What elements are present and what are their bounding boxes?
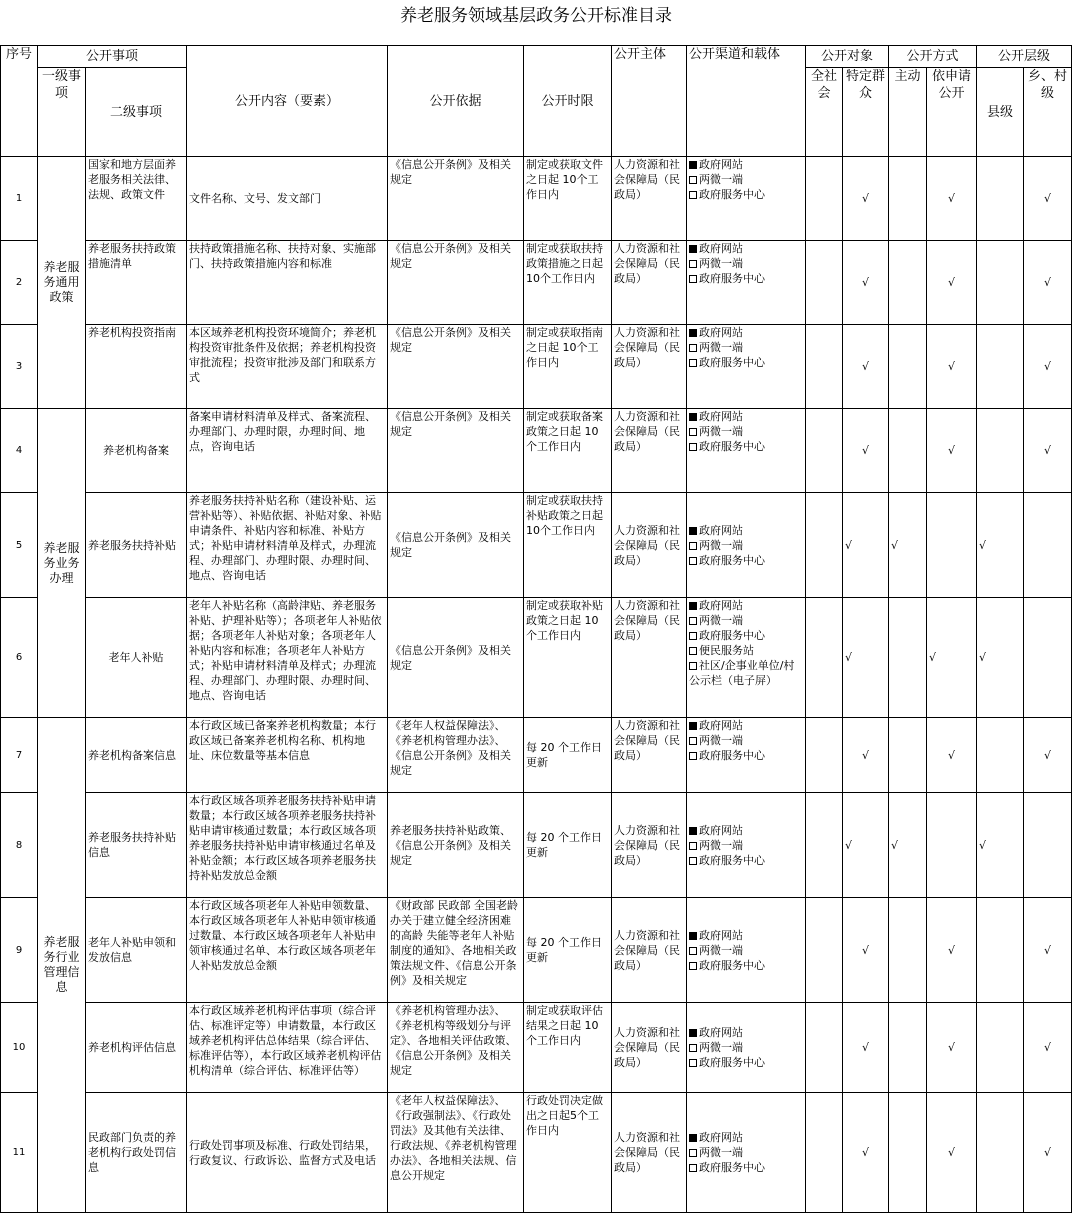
channel-label: 政府网站 [699,928,744,942]
row-subject: 人力资源和社会保障局（民政局） [612,409,687,493]
row-basis: 《信息公开条例》及相关规定 [388,493,524,598]
check-mark-icon: √ [927,718,977,793]
row-time: 行政处罚决定做出之日起5个工作日内 [524,1093,612,1213]
channel-item-center [689,628,803,643]
unchecked-box-icon [689,557,697,565]
unchecked-box-icon [689,962,697,970]
check-cell [889,898,927,1003]
check-cell [889,157,927,241]
channel-item-wechat [689,943,803,958]
checked-box-icon [689,329,697,337]
check-cell [1024,493,1072,598]
check-cell [806,793,843,898]
channel-label: 社区/企事业单位/村公示栏（电子屏） [689,659,795,687]
channel-item-web [689,1130,803,1145]
check-cell [889,1003,927,1093]
channel-item-wechat [689,1145,803,1160]
row-item: 养老服务扶持补贴信息 [86,793,187,898]
check-mark-icon: √ [977,793,1024,898]
checked-box-icon [689,161,697,169]
channel-label: 两微一端 [699,538,744,552]
row-subject: 人力资源和社会保障局（民政局） [612,598,687,718]
channel-item-wechat [689,172,803,187]
checked-box-icon [689,827,697,835]
check-mark-icon: √ [843,325,889,409]
channel-label: 政府服务中心 [699,188,766,201]
row-item: 养老机构评估信息 [86,1003,187,1093]
check-cell [806,325,843,409]
unchecked-box-icon [689,752,697,760]
row-channel [687,493,806,598]
row-basis: 《信息公开条例》及相关规定 [388,598,524,718]
row-seq: 1 [1,157,38,241]
channel-label: 政府服务中心 [699,1056,766,1069]
header-level2: 二级事项 [86,68,187,157]
row-content: 本行政区域各项养老服务扶持补贴申请数量；本行政区域各项养老服务扶持补贴申请审核通过数量；本行政区域各项养老服务扶持补贴申请审核通过名单及补贴金额；本行政区域各项养老服务扶持补贴发放总金额 [187,793,388,898]
check-mark-icon: √ [1024,1093,1072,1213]
check-cell [927,493,977,598]
check-cell [806,157,843,241]
row-content: 本行政区域养老机构评估事项（综合评估、标准评定等）申请数量，本行政区域养老机构评估总体结果（综合评估、标准评估等），本行政区域养老机构评估机构清单（综合评估、标准评估等） [187,1003,388,1093]
unchecked-box-icon [689,176,697,184]
check-cell [977,718,1024,793]
row-item: 养老机构备案 [86,409,187,493]
header-target-group: 特定群众 [843,68,889,157]
unchecked-box-icon [689,191,697,199]
row-channel [687,157,806,241]
header-level-county: 县级 [977,68,1024,157]
row-seq: 11 [1,1093,38,1213]
unchecked-box-icon [689,857,697,865]
unchecked-box-icon [689,359,697,367]
channel-label: 政府服务中心 [699,440,766,453]
unchecked-box-icon [689,632,697,640]
header-mode: 公开方式 [889,46,977,68]
channel-item-center [689,748,803,763]
row-item: 养老机构投资指南 [86,325,187,409]
check-cell [889,241,927,325]
row-time: 制定或获取扶持补贴政策之日起 10个工作日内 [524,493,612,598]
row-channel [687,325,806,409]
header-channel: 公开渠道和载体 [687,46,806,157]
check-mark-icon: √ [843,157,889,241]
check-cell [806,598,843,718]
row-subject: 人力资源和社会保障局（民政局） [612,493,687,598]
row-basis: 《老年人权益保障法》、《养老机构管理办法》、《信息公开条例》及相关规定 [388,718,524,793]
row-time: 制定或获取文件之日起 10个工作日内 [524,157,612,241]
check-mark-icon: √ [843,793,889,898]
check-cell [977,241,1024,325]
row-item: 民政部门负责的养老机构行政处罚信息 [86,1093,187,1213]
channel-item-web [689,598,803,613]
row-channel [687,1003,806,1093]
channel-label: 政府服务中心 [699,553,766,567]
row-subject: 人力资源和社会保障局（民政局） [612,157,687,241]
channel-item-center [689,553,803,568]
check-mark-icon: √ [843,1003,889,1093]
check-mark-icon: √ [977,493,1024,598]
row-time: 每 20 个工作日更新 [524,793,612,898]
unchecked-box-icon [689,275,697,283]
check-mark-icon: √ [889,793,927,898]
channel-item-web [689,325,803,340]
checked-box-icon [689,932,697,940]
channel-item-center [689,1160,803,1175]
check-mark-icon: √ [1024,241,1072,325]
check-cell [806,409,843,493]
channel-label: 两微一端 [699,734,744,747]
checked-box-icon [689,527,697,535]
check-mark-icon: √ [977,598,1024,718]
row-item: 老年人补贴申领和发放信息 [86,898,187,1003]
row-seq: 10 [1,1003,38,1093]
row-subject: 人力资源和社会保障局（民政局） [612,1093,687,1213]
unchecked-box-icon [689,1164,697,1172]
channel-item-web [689,1025,803,1040]
channel-label: 两微一端 [699,341,744,354]
check-mark-icon: √ [927,1003,977,1093]
group-label: 养老服务行业管理信息 [38,718,86,1213]
check-mark-icon: √ [843,598,889,718]
row-time: 制定或获取指南之日起 10个工作日内 [524,325,612,409]
channel-label: 政府网站 [699,326,744,339]
row-basis: 《财政部 民政部 全国老龄办关于建立健全经济困难的高龄 失能等老年人补贴制度的通知》、各地相关政策法规文件、《信息公开条例》及相关规定 [388,898,524,1003]
check-mark-icon: √ [927,1093,977,1213]
channel-label: 政府网站 [699,242,744,255]
channel-item-center [689,439,803,454]
channel-label: 政府服务中心 [699,1161,766,1174]
channel-label: 政府网站 [699,1131,744,1144]
checked-box-icon [689,413,697,421]
check-mark-icon: √ [843,898,889,1003]
row-channel [687,241,806,325]
row-channel [687,409,806,493]
channel-item-center [689,1055,803,1070]
row-content: 行政处罚事项及标准、行政处罚结果，行政复议、行政诉讼、监督方式及电话 [187,1093,388,1213]
check-mark-icon: √ [843,1093,889,1213]
table-row [1,493,1072,598]
channel-label: 便民服务站 [699,644,755,657]
table-row [1,793,1072,898]
row-seq: 6 [1,598,38,718]
check-mark-icon: √ [1024,409,1072,493]
header-level-town: 乡、村级 [1024,68,1072,157]
row-time: 制定或获取评估结果之日起 10 个工作日内 [524,1003,612,1093]
unchecked-box-icon [689,617,697,625]
row-content: 本行政区域各项老年人补贴申领数量、本行政区域各项老年人补贴申领审核通过数量、本行政区域各项老年人补贴申领审核通过名单、本行政区域各项老年人补贴发放总金额 [187,898,388,1003]
header-content: 公开内容（要素） [187,46,388,157]
unchecked-box-icon [689,344,697,352]
check-cell [806,1093,843,1213]
channel-label: 两微一端 [699,838,744,852]
channel-item-wechat [689,838,803,853]
channel-item-wechat [689,424,803,439]
check-mark-icon: √ [927,325,977,409]
channel-label: 两微一端 [699,614,744,627]
row-time: 制定或获取扶持政策措施之日起 10个工作日内 [524,241,612,325]
row-seq: 3 [1,325,38,409]
row-basis: 《信息公开条例》及相关规定 [388,241,524,325]
checked-box-icon [689,1134,697,1142]
check-cell [1024,598,1072,718]
channel-label: 两微一端 [699,1041,744,1054]
check-cell [1024,793,1072,898]
row-channel [687,598,806,718]
row-subject: 人力资源和社会保障局（民政局） [612,325,687,409]
check-cell [977,157,1024,241]
unchecked-box-icon [689,1044,697,1052]
check-mark-icon: √ [889,493,927,598]
row-content: 备案申请材料清单及样式、备案流程、办理部门、办理时限，办理时间、地点，咨询电话 [187,409,388,493]
table-row [1,157,1072,241]
row-time: 每 20 个工作日更新 [524,898,612,1003]
row-subject: 人力资源和社会保障局（民政局） [612,1003,687,1093]
check-mark-icon: √ [927,598,977,718]
table-row [1,241,1072,325]
check-mark-icon: √ [1024,157,1072,241]
channel-item-wechat [689,1040,803,1055]
check-mark-icon: √ [843,409,889,493]
check-cell [977,409,1024,493]
row-channel [687,1093,806,1213]
channel-item-center [689,187,803,202]
unchecked-box-icon [689,737,697,745]
row-time: 每 20 个工作日更新 [524,718,612,793]
channel-label: 政府网站 [699,523,744,537]
row-basis: 《老年人权益保障法》、《行政强制法》、《行政处罚法》及其他有关法律、行政法规、《养老机构管理办法》、各地相关法规、信息公开规定 [388,1093,524,1213]
row-basis: 《信息公开条例》及相关规定 [388,157,524,241]
row-item: 老年人补贴 [86,598,187,718]
check-cell [927,793,977,898]
channel-label: 政府网站 [699,719,744,732]
check-cell [806,1003,843,1093]
row-seq: 5 [1,493,38,598]
check-cell [806,898,843,1003]
checked-box-icon [689,1029,697,1037]
check-cell [806,493,843,598]
channel-label: 政府服务中心 [699,853,766,867]
header-items: 公开事项 [38,46,187,68]
row-basis: 《信息公开条例》及相关规定 [388,409,524,493]
check-mark-icon: √ [927,409,977,493]
channel-item-web [689,523,803,538]
unchecked-box-icon [689,1149,697,1157]
channel-label: 政府网站 [699,823,744,837]
row-subject: 人力资源和社会保障局（民政局） [612,241,687,325]
channel-item-wechat [689,538,803,553]
table-row [1,598,1072,718]
channel-label: 政府服务中心 [699,749,766,762]
unchecked-box-icon [689,542,697,550]
unchecked-box-icon [689,947,697,955]
channel-label: 两微一端 [699,1146,744,1159]
catalog-table [0,45,1072,1213]
check-cell [889,598,927,718]
check-cell [806,241,843,325]
channel-label: 两微一端 [699,943,744,957]
row-channel [687,793,806,898]
row-time: 制定或获取备案政策之日起 10 个工作日内 [524,409,612,493]
channel-label: 两微一端 [699,425,744,438]
channel-item-center [689,355,803,370]
check-cell [977,325,1024,409]
check-cell [977,1003,1024,1093]
row-seq: 7 [1,718,38,793]
row-seq: 8 [1,793,38,898]
page-title: 养老服务领域基层政务公开标准目录 [400,6,672,26]
check-cell [889,718,927,793]
group-label: 养老服务通用政策 [38,157,86,409]
header-target: 公开对象 [806,46,889,68]
channel-label: 政府网站 [699,599,744,612]
check-cell [889,325,927,409]
channel-label: 两微一端 [699,173,744,186]
row-basis: 养老服务扶持补贴政策、《信息公开条例》及相关规定 [388,793,524,898]
channel-item-web [689,157,803,172]
unchecked-box-icon [689,1059,697,1067]
row-subject: 人力资源和社会保障局（民政局） [612,793,687,898]
row-content: 本区域养老机构投资环境简介；养老机构投资审批条件及依据；养老机构投资审批流程；投资审批涉及部门和联系方式 [187,325,388,409]
unchecked-box-icon [689,428,697,436]
header-seq: 序号 [1,46,38,157]
header-mode-apply: 依申请公开 [927,68,977,157]
check-mark-icon: √ [1024,898,1072,1003]
check-mark-icon: √ [927,157,977,241]
channel-item-center [689,853,803,868]
channel-item-wechat [689,613,803,628]
unchecked-box-icon [689,662,697,670]
row-channel [687,898,806,1003]
check-cell [889,1093,927,1213]
table-row [1,409,1072,493]
check-mark-icon: √ [1024,718,1072,793]
header-target-all: 全社会 [806,68,843,157]
row-item: 养老服务扶持政策措施清单 [86,241,187,325]
check-mark-icon: √ [843,241,889,325]
channel-label: 政府服务中心 [699,356,766,369]
row-content: 养老服务扶持补贴名称（建设补贴、运营补贴等）、补贴依据、补贴对象、补贴申请条件、补贴内容和标准、补贴方式；补贴申请材料清单及样式，办理流程、办理部门、办理时限、办理时间、地点、咨询电话 [187,493,388,598]
channel-item-wechat [689,340,803,355]
row-item: 养老机构备案信息 [86,718,187,793]
row-subject: 人力资源和社会保障局（民政局） [612,898,687,1003]
row-seq: 4 [1,409,38,493]
checked-box-icon [689,602,697,610]
check-mark-icon: √ [1024,325,1072,409]
check-mark-icon: √ [843,718,889,793]
header-level1: 一级事项 [38,68,86,157]
channel-label: 政府服务中心 [699,958,766,972]
channel-item-center [689,271,803,286]
header-subject: 公开主体 [612,46,687,157]
row-basis: 《养老机构管理办法》、《养老机构等级划分与评定》、各地相关评估政策、《信息公开条例》及相关规定 [388,1003,524,1093]
unchecked-box-icon [689,842,697,850]
table-row [1,898,1072,1003]
header-basis: 公开依据 [388,46,524,157]
row-content: 本行政区域已备案养老机构数量；本行政区域已备案养老机构名称、机构地址、床位数量等基本信息 [187,718,388,793]
channel-item-web [689,409,803,424]
header-level: 公开层级 [977,46,1072,68]
checked-box-icon [689,722,697,730]
row-content: 扶持政策措施名称、扶持对象、实施部门、扶持政策措施内容和标准 [187,241,388,325]
check-cell [806,718,843,793]
check-cell [977,898,1024,1003]
channel-label: 政府网站 [699,158,744,171]
row-seq: 9 [1,898,38,1003]
check-mark-icon: √ [1024,1003,1072,1093]
row-content: 文件名称、文号、发文部门 [187,157,388,241]
row-content: 老年人补贴名称（高龄津贴、养老服务补贴、护理补贴等）；各项老年人补贴依据；各项老年人补贴对象；各项老年人补贴内容和标准；各项老年人补贴方式；补贴申请材料清单及样式；办理流程、办理部门、办理时限、办理时间、地点、咨询电话 [187,598,388,718]
channel-label: 政府网站 [699,1026,744,1039]
row-seq: 2 [1,241,38,325]
unchecked-box-icon [689,647,697,655]
row-subject: 人力资源和社会保障局（民政局） [612,718,687,793]
table-row [1,718,1072,793]
table-row [1,1093,1072,1213]
channel-item-community [689,658,803,688]
channel-label: 政府服务中心 [699,629,766,642]
channel-label: 政府服务中心 [699,272,766,285]
row-basis: 《信息公开条例》及相关规定 [388,325,524,409]
channel-item-web [689,241,803,256]
channel-label: 政府网站 [699,410,744,423]
channel-label: 两微一端 [699,257,744,270]
table-row [1,1003,1072,1093]
channel-item-web [689,823,803,838]
unchecked-box-icon [689,260,697,268]
unchecked-box-icon [689,443,697,451]
row-item: 国家和地方层面养老服务相关法律、法规、政策文件 [86,157,187,241]
channel-item-center [689,958,803,973]
header-time: 公开时限 [524,46,612,157]
table-row [1,325,1072,409]
channel-item-wechat [689,256,803,271]
channel-item-web [689,928,803,943]
channel-item-wechat [689,733,803,748]
channel-item-station [689,643,803,658]
check-cell [889,409,927,493]
header-mode-active: 主动 [889,68,927,157]
check-mark-icon: √ [843,493,889,598]
check-mark-icon: √ [927,241,977,325]
group-label: 养老服务业务办理 [38,409,86,718]
checked-box-icon [689,245,697,253]
channel-item-web [689,718,803,733]
check-cell [977,1093,1024,1213]
check-mark-icon: √ [927,898,977,1003]
row-item: 养老服务扶持补贴 [86,493,187,598]
row-channel [687,718,806,793]
row-time: 制定或获取补贴政策之日起 10 个工作日内 [524,598,612,718]
